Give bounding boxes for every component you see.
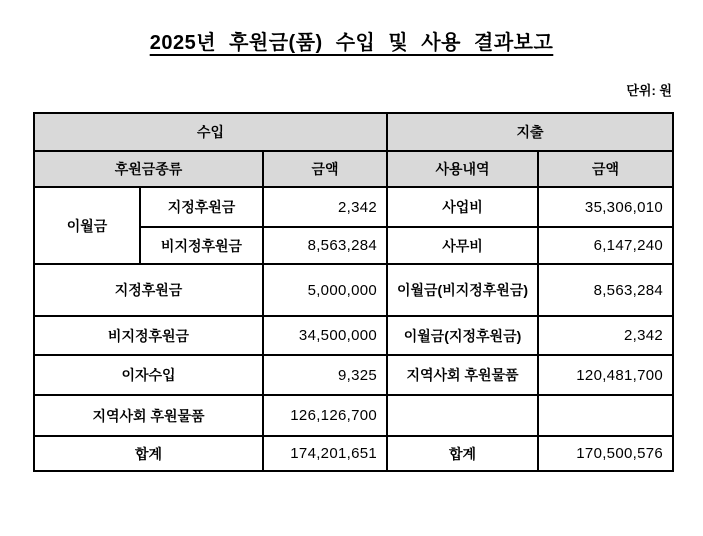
column-header-row — [34, 151, 673, 187]
table-row — [34, 264, 673, 316]
table-row — [34, 316, 673, 355]
expense-name-cell: 사업비 — [387, 187, 538, 227]
income-name-cell: 비지정후원금 — [140, 227, 263, 264]
income-section-header: 수입 — [34, 113, 387, 151]
section-header-row — [34, 113, 673, 151]
income-type-header: 후원금종류 — [34, 151, 263, 187]
income-amount-cell: 5,000,000 — [263, 264, 387, 316]
table-row — [34, 395, 673, 436]
income-amount-cell: 2,342 — [263, 187, 387, 227]
income-total-label-cell: 합계 — [34, 436, 263, 471]
table-row — [34, 355, 673, 395]
carryover-group-cell: 이월금 — [34, 187, 140, 264]
expense-name-cell: 이월금(비지정후원금) — [387, 264, 538, 316]
expense-detail-header: 사용내역 — [387, 151, 538, 187]
table-row — [34, 187, 673, 227]
income-name-cell: 이자수입 — [34, 355, 263, 395]
expense-section-header: 지출 — [387, 113, 673, 151]
income-amount-cell: 9,325 — [263, 355, 387, 395]
expense-amount-cell: 120,481,700 — [538, 355, 673, 395]
expense-amount-header: 금액 — [538, 151, 673, 187]
income-total-amount-cell: 174,201,651 — [263, 436, 387, 471]
income-amount-cell: 126,126,700 — [263, 395, 387, 436]
expense-name-cell: 이월금(지정후원금) — [387, 316, 538, 355]
expense-amount-cell: 8,563,284 — [538, 264, 673, 316]
income-name-cell: 지정후원금 — [34, 264, 263, 316]
expense-total-label-cell: 합계 — [387, 436, 538, 471]
donation-report-table — [33, 112, 674, 472]
expense-amount-cell — [538, 395, 673, 436]
income-amount-cell: 8,563,284 — [263, 227, 387, 264]
expense-name-cell: 사무비 — [387, 227, 538, 264]
expense-name-cell — [387, 395, 538, 436]
page-title: 2025년 후원금(품) 수입 및 사용 결과보고 — [149, 32, 554, 54]
total-row — [34, 436, 673, 471]
expense-amount-cell: 2,342 — [538, 316, 673, 355]
expense-total-amount-cell: 170,500,576 — [538, 436, 673, 471]
income-amount-cell: 34,500,000 — [263, 316, 387, 355]
income-amount-header: 금액 — [263, 151, 387, 187]
expense-name-cell: 지역사회 후원물품 — [387, 355, 538, 395]
unit-label: 단위: 원 — [626, 83, 672, 98]
expense-amount-cell: 6,147,240 — [538, 227, 673, 264]
expense-amount-cell: 35,306,010 — [538, 187, 673, 227]
income-name-cell: 지정후원금 — [140, 187, 263, 227]
income-name-cell: 지역사회 후원물품 — [34, 395, 263, 436]
income-name-cell: 비지정후원금 — [34, 316, 263, 355]
